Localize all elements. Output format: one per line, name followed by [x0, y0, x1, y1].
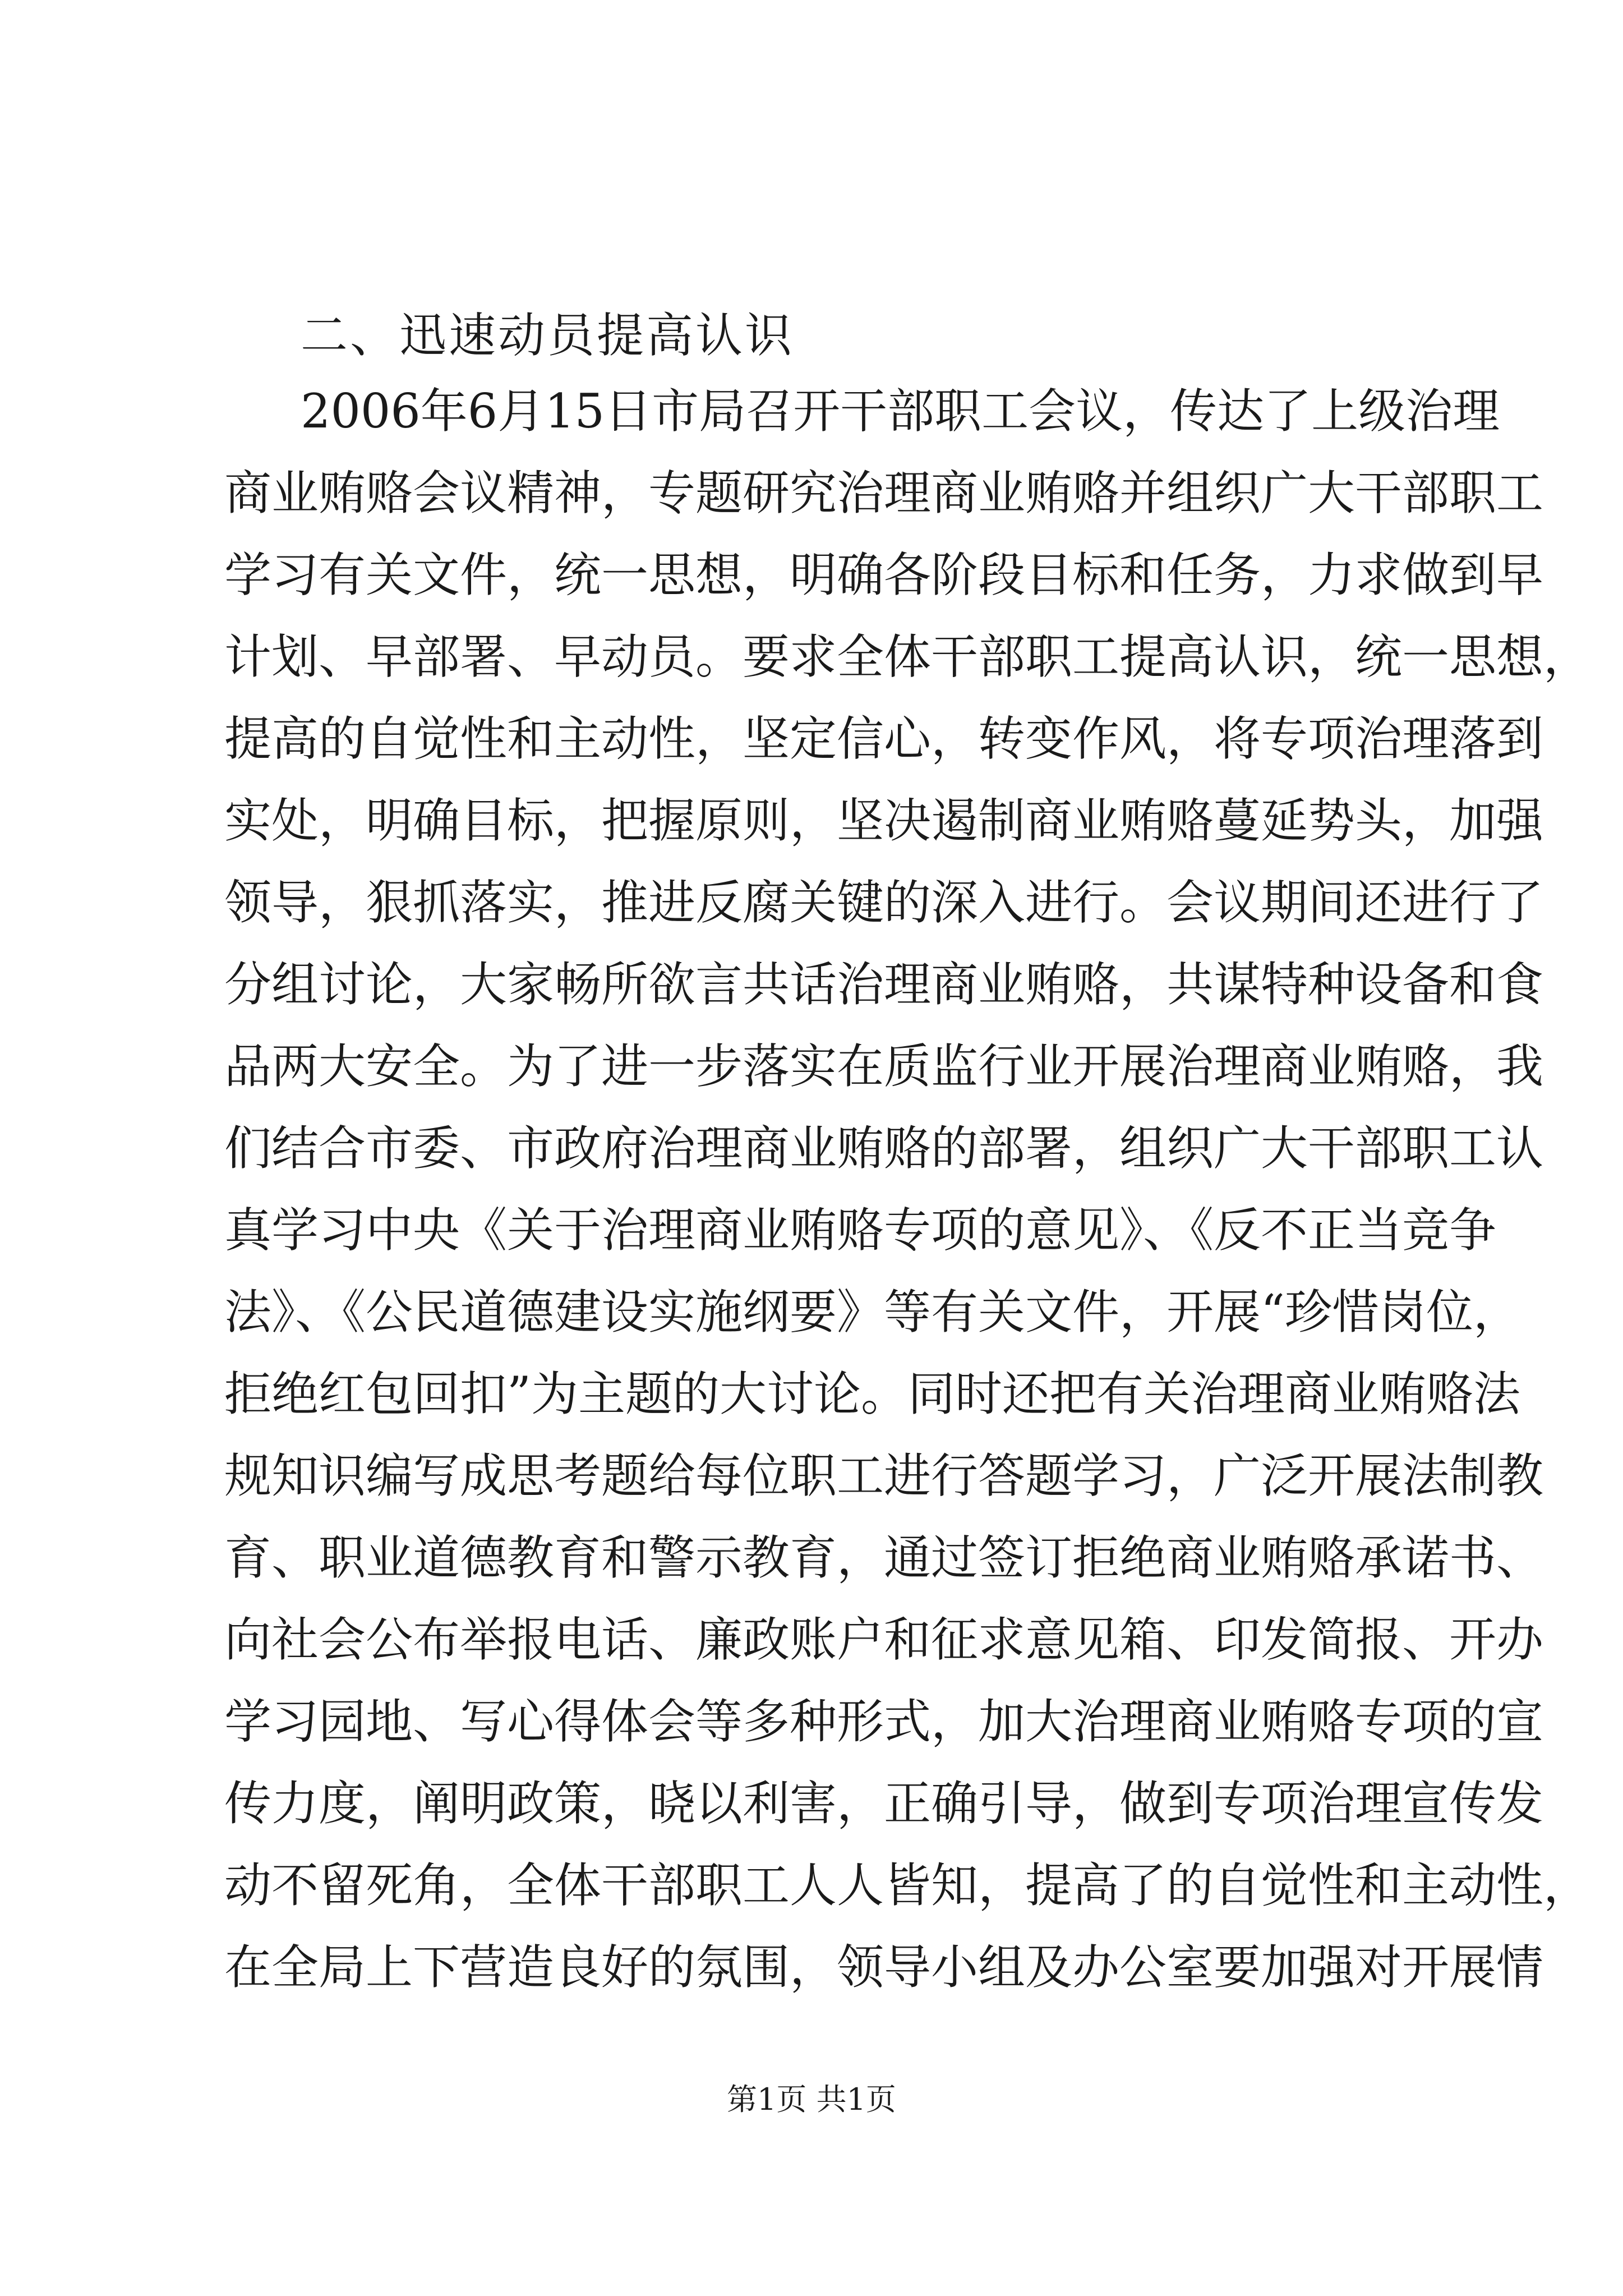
- paragraph-line: 育、职业道德教育和警示教育，通过签订拒绝商业贿赂承诺书、: [224, 1530, 1544, 1585]
- paragraph-line: 实处，明确目标，把握原则，坚决遏制商业贿赂蔓延势头，加强: [224, 793, 1544, 848]
- paragraph-line: 学习有关文件，统一思想，明确各阶段目标和任务，力求做到早: [224, 547, 1544, 602]
- paragraph-line: 商业贿赂会议精神，专题研究治理商业贿赂并组织广大干部职工: [224, 466, 1544, 521]
- paragraph-line: 拒绝红包回扣”为主题的大讨论。同时还把有关治理商业贿赂法: [224, 1366, 1520, 1421]
- paragraph-line: 提高的自觉性和主动性，坚定信心，转变作风，将专项治理落到: [224, 711, 1544, 766]
- section-heading: 二、迅速动员提高认识: [301, 308, 795, 363]
- paragraph-line: 向社会公布举报电话、廉政账户和征求意见箱、印发简报、开办: [224, 1612, 1544, 1667]
- page-footer: 第1页 共1页: [727, 2082, 896, 2117]
- paragraph-line: 动不留死角，全体干部职工人人皆知，提高了的自觉性和主动性，: [224, 1858, 1591, 1913]
- paragraph-line: 计划、早部署、早动员。要求全体干部职工提高认识，统一思想，: [224, 629, 1591, 684]
- paragraph-line: 2006年6月15日市局召开干部职工会议，传达了上级治理: [301, 384, 1500, 439]
- paragraph-line: 规知识编写成思考题给每位职工进行答题学习，广泛开展法制教: [224, 1448, 1544, 1503]
- body-paragraph: [224, 370, 1591, 2008]
- paragraph-line: 学习园地、写心得体会等多种形式，加大治理商业贿赂专项的宣: [224, 1694, 1544, 1749]
- paragraph-line: 法》、《公民道德建设实施纲要》等有关文件，开展“珍惜岗位，: [224, 1285, 1520, 1340]
- paragraph-line: 真学习中央《关于治理商业贿赂专项的意见》、《反不正当竞争: [224, 1203, 1497, 1258]
- paragraph-line: 们结合市委、市政府治理商业贿赂的部署，组织广大干部职工认: [224, 1121, 1544, 1176]
- paragraph-line: 领导，狠抓落实，推进反腐关键的深入进行。会议期间还进行了: [224, 875, 1544, 930]
- paragraph-line: 品两大安全。为了进一步落实在质监行业开展治理商业贿赂，我: [224, 1039, 1544, 1094]
- paragraph-line: 在全局上下营造良好的氛围，领导小组及办公室要加强对开展情: [224, 1940, 1544, 1995]
- paragraph-line: 分组讨论，大家畅所欲言共话治理商业贿赂，共谋特种设备和食: [224, 957, 1544, 1012]
- paragraph-line: 传力度，阐明政策，晓以利害，正确引导，做到专项治理宣传发: [224, 1776, 1544, 1831]
